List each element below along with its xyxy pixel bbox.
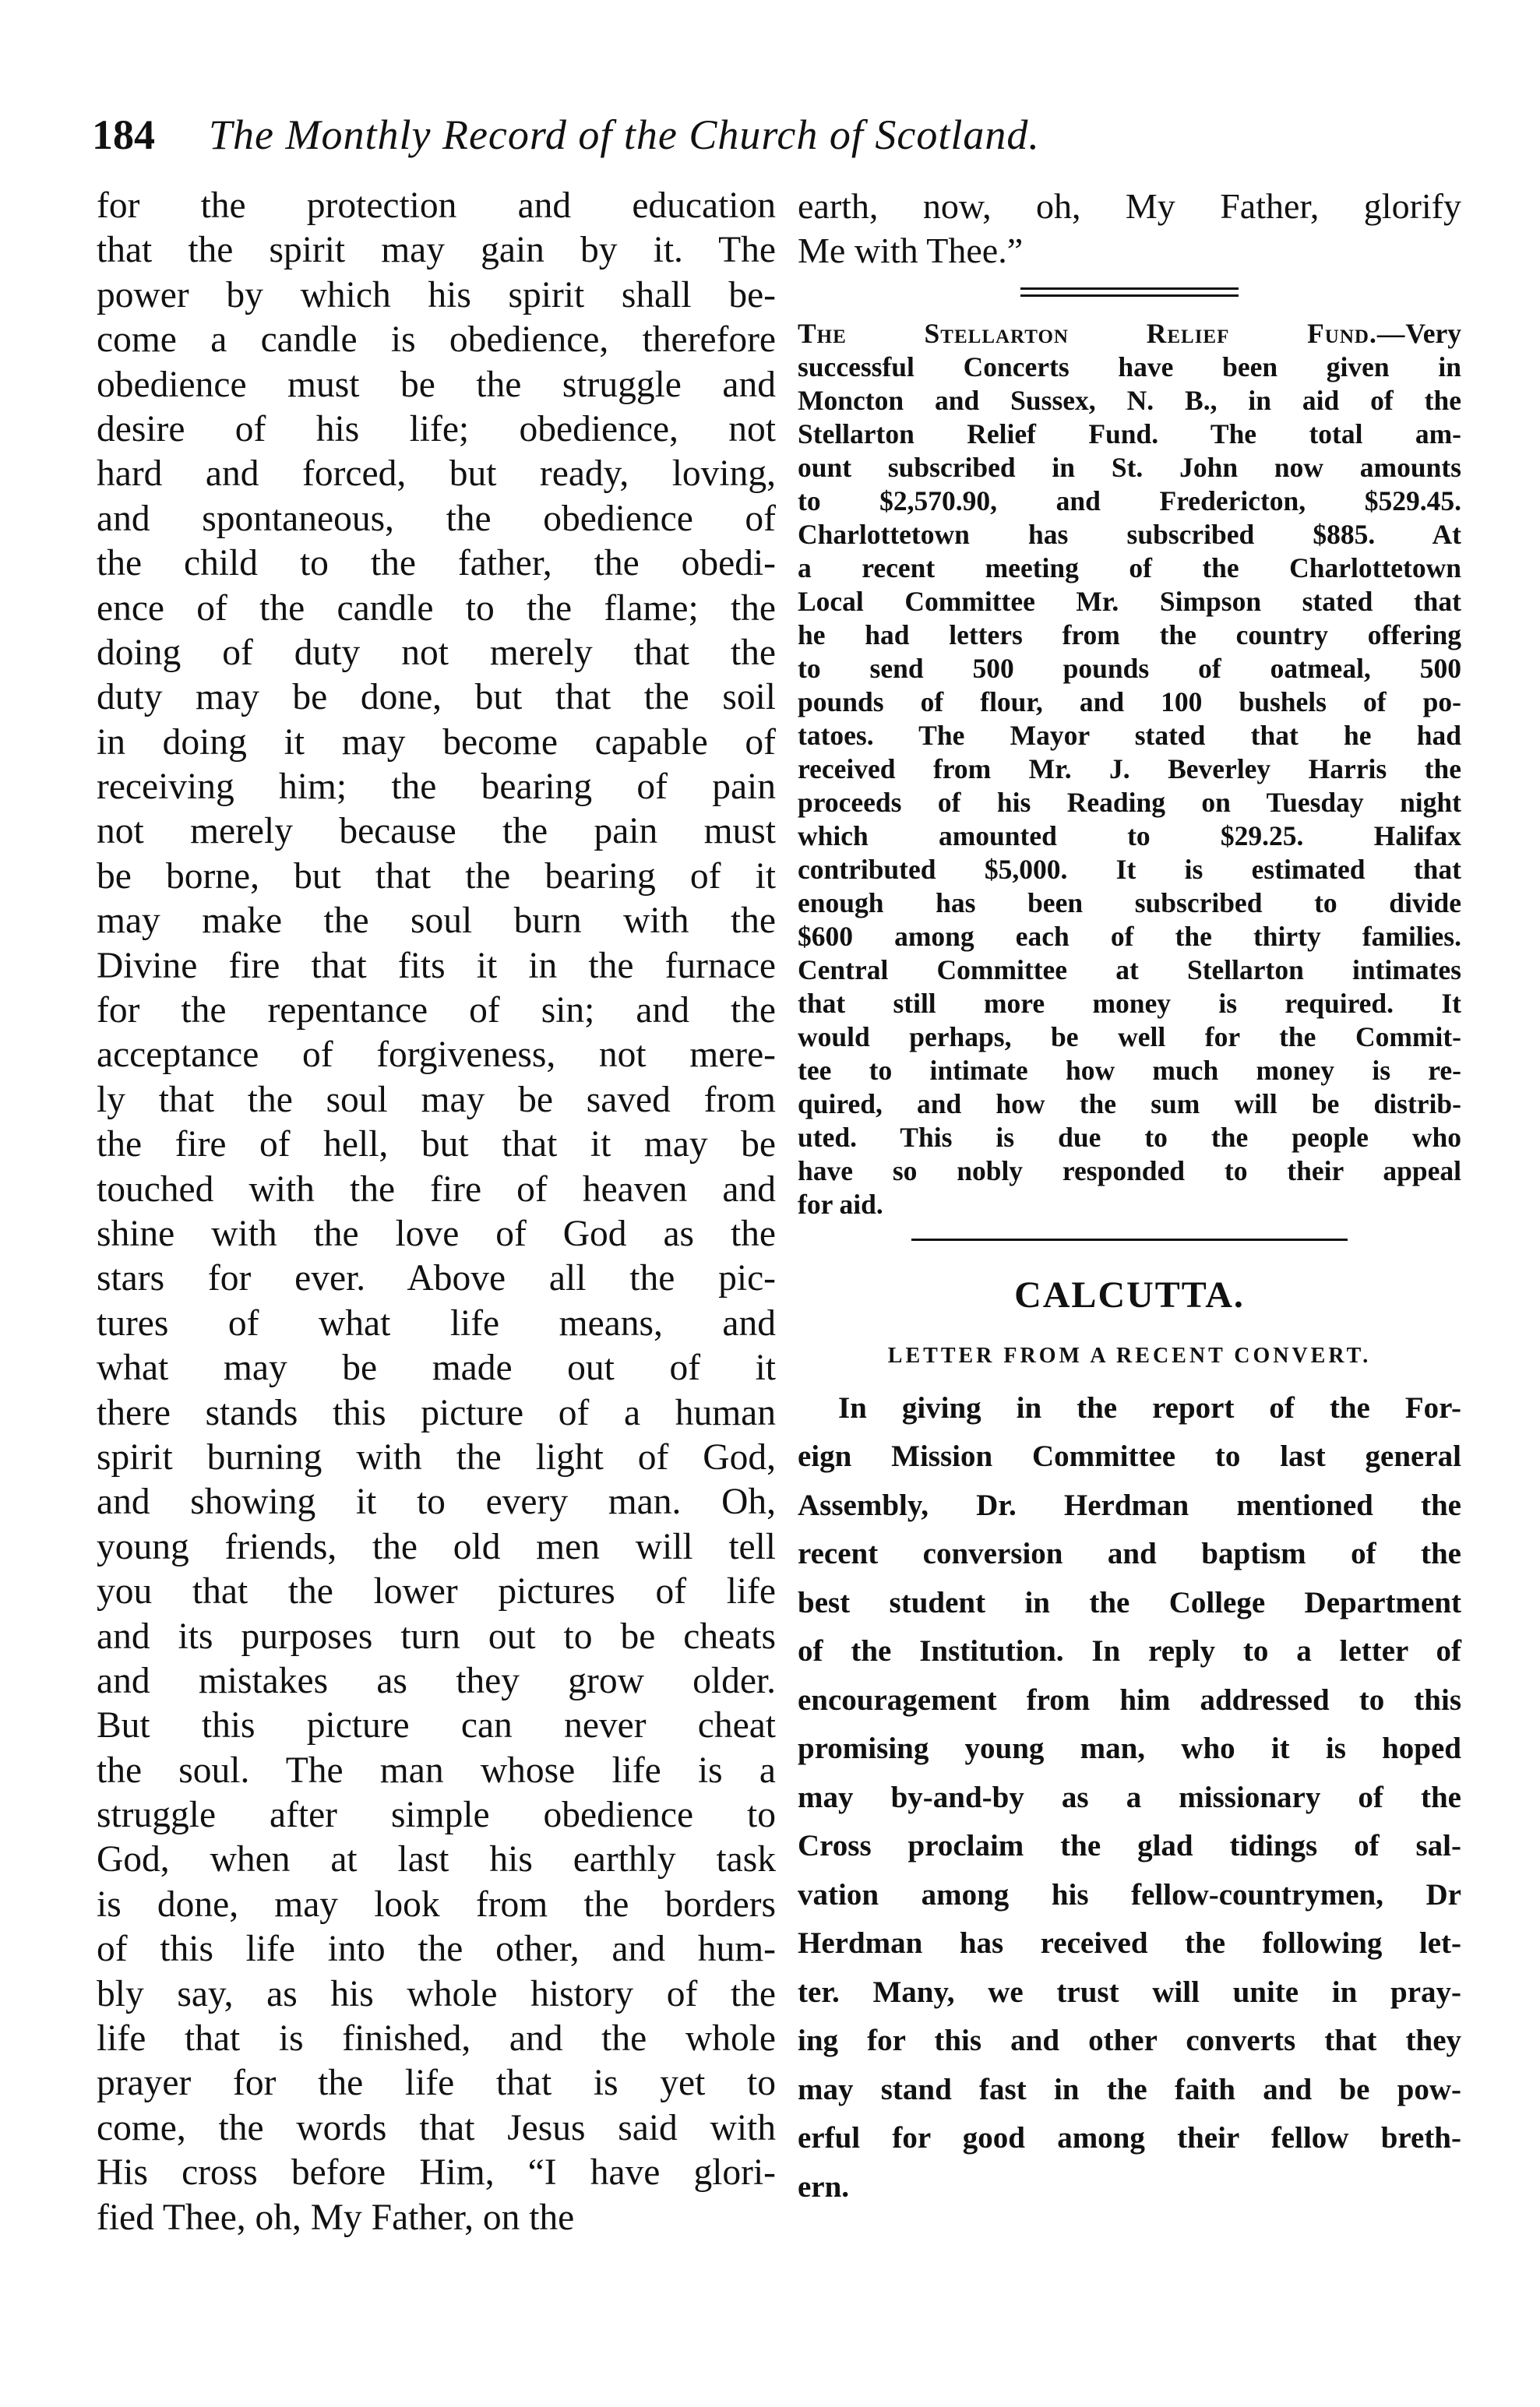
letter-line: ing for this and other converts that they <box>798 2024 1461 2058</box>
letter-line: of the Institution. In reply to a letter of <box>798 1634 1461 1669</box>
text-line: struggle after simple obedience to <box>97 1795 776 1836</box>
notice-line: successful Concerts have been given in <box>798 351 1461 382</box>
notice-line: received from Mr. J. Beverley Harris the <box>798 752 1461 784</box>
text-line: receiving him; the bearing of pain <box>97 767 776 808</box>
text-line: desire of his life; obedience, not <box>97 408 776 449</box>
text-line: touched with the fire of heaven and <box>97 1168 776 1210</box>
letter-line: In giving in the report of the For- <box>838 1390 1461 1425</box>
text-line: the child to the father, the obedi- <box>97 543 776 584</box>
letter-line: ter. Many, we trust will unite in pray- <box>798 1975 1461 2009</box>
text-line: life that is finished, and the whole <box>97 2018 776 2060</box>
notice-line: Central Committee at Stellarton intimates <box>798 953 1461 985</box>
letter-line: erful for good among their fellow breth- <box>798 2121 1461 2155</box>
text-line: in doing it may become capable of <box>97 721 776 763</box>
text-line: there stands this picture of a human <box>97 1392 776 1433</box>
notice-line: enough has been subscribed to divide <box>798 886 1461 918</box>
running-head <box>92 107 1276 162</box>
letter-line: may stand fast in the faith and be pow- <box>798 2072 1461 2106</box>
continued-text <box>798 184 1461 273</box>
page-number: 184 <box>92 111 155 158</box>
text-line: acceptance of forgiveness, not mere- <box>97 1034 776 1076</box>
letter-line: recent conversion and baptism of the <box>798 1537 1461 1571</box>
text-line: come a candle is obedience, therefore <box>97 319 776 361</box>
letter-line: Herdman has received the following let- <box>798 1926 1461 1961</box>
notice-line: ount subscribed in St. John now amounts <box>798 451 1461 483</box>
letter-line: eign Mission Committee to last general <box>798 1440 1461 1474</box>
text-line: of this life into the other, and hum- <box>97 1929 776 1970</box>
text-line: power by which his spirit shall be- <box>97 274 776 315</box>
letter-line: promising young man, who it is hoped <box>798 1732 1461 1766</box>
text-line: what may be made out of it <box>97 1348 776 1389</box>
letter-line: ern. <box>798 2169 850 2204</box>
notice-heading: The Stellarton Relief Fund.— <box>798 317 1406 349</box>
journal-title: The Monthly Record of the Church of Scotland. <box>209 111 1040 158</box>
letter-line: best student in the College Department <box>798 1585 1461 1619</box>
notice-line: contributed $5,000. It is estimated that <box>798 853 1461 885</box>
notice-line: Stellarton Relief Fund. The total am- <box>798 418 1461 449</box>
text-line: prayer for the life that is yet to <box>97 2063 776 2104</box>
notice-line: a recent meeting of the Charlottetown <box>798 552 1461 583</box>
text-line: His cross before Him, “I have glori- <box>97 2152 776 2194</box>
section-title: CALCUTTA. <box>1014 1274 1245 1316</box>
text-line: for the repentance of sin; and the <box>97 990 776 1031</box>
text-line: the fire of hell, but that it may be <box>97 1124 776 1165</box>
letter-intro <box>798 1384 1461 2212</box>
section-divider <box>911 1239 1348 1241</box>
notice-line: Local Committee Mr. Simpson stated that <box>798 585 1461 617</box>
letter-line: Assembly, Dr. Herdman mentioned the <box>798 1488 1461 1522</box>
notice-line: Moncton and Sussex, N. B., in aid of the <box>798 384 1461 416</box>
notice-line: he had letters from the country offering <box>798 618 1461 650</box>
text-line: may make the soul burn with the <box>97 900 776 942</box>
double-rule-divider <box>1020 287 1239 297</box>
letter-line: may by-and-by as a missionary of the <box>798 1780 1461 1814</box>
notice-line: proceeds of his Reading on Tuesday night <box>798 786 1461 818</box>
text-line: But this picture can never cheat <box>97 1705 776 1746</box>
notice-line: which amounted to $29.25. Halifax <box>798 819 1461 851</box>
section-subtitle: LETTER FROM A RECENT CONVERT. <box>887 1343 1372 1368</box>
text-line: shine with the love of God as the <box>97 1213 776 1254</box>
notice-line: Charlottetown has subscribed $885. At <box>798 518 1461 550</box>
notice-line: $600 among each of the thirty families. <box>798 920 1461 952</box>
notice-line: that still more money is required. It <box>798 987 1461 1019</box>
right-column <box>798 184 1461 2211</box>
text-line: spirit burning with the light of God, <box>97 1436 776 1478</box>
notice-line: uted. This is due to the people who <box>798 1121 1461 1153</box>
text-line: hard and forced, but ready, loving, <box>97 453 776 495</box>
text-line: earth, now, oh, My Father, glorify <box>798 186 1461 226</box>
text-line: bly say, as his whole history of the <box>97 1973 776 2014</box>
letter-line: Cross proclaim the glad tidings of sal- <box>798 1829 1461 1863</box>
notice-line: pounds of flour, and 100 bushels of po- <box>798 685 1461 717</box>
text-line: be borne, but that the bearing of it <box>97 855 776 897</box>
text-line: tures of what life means, and <box>97 1302 776 1344</box>
text-line: ence of the candle to the flame; the <box>97 587 776 629</box>
notice-line: to send 500 pounds of oatmeal, 500 <box>798 652 1461 684</box>
text-line: that the spirit may gain by it. The <box>97 230 776 271</box>
text-line: come, the words that Jesus said with <box>97 2107 776 2148</box>
text-line: not merely because the pain must <box>97 811 776 852</box>
letter-line: encouragement from him addressed to this <box>798 1683 1461 1717</box>
notice-line: to $2,570.90, and Fredericton, $529.45. <box>798 485 1461 516</box>
text-line: Divine fire that fits it in the furnace <box>97 945 776 986</box>
text-line: and its purposes turn out to be cheats <box>97 1616 776 1657</box>
text-line: fied Thee, oh, My Father, on the <box>97 2197 575 2238</box>
text-line: young friends, the old men will tell <box>97 1526 776 1567</box>
text-line: the soul. The man whose life is a <box>97 1750 776 1791</box>
text-line: doing of duty not merely that the <box>97 632 776 673</box>
notice-line: quired, and how the sum will be distrib- <box>798 1087 1461 1119</box>
text-line: obedience must be the struggle and <box>97 364 776 405</box>
notice-line: tatoes. The Mayor stated that he had <box>798 719 1461 751</box>
text-line: and mistakes as they grow older. <box>97 1660 776 1701</box>
text-line: is done, may look from the borders <box>97 1884 776 1925</box>
text-line: and spontaneous, the obedience of <box>97 498 776 539</box>
letter-line: vation among his fellow-countrymen, Dr <box>798 1877 1461 1912</box>
text-line: and showing it to every man. Oh, <box>97 1482 776 1523</box>
left-column <box>97 184 776 2240</box>
text-line: stars for ever. Above all the pic- <box>97 1258 776 1299</box>
notice-text: Very <box>1405 317 1461 349</box>
notice-line: have so nobly responded to their appeal <box>798 1154 1461 1186</box>
text-line: for the protection and education <box>97 185 776 226</box>
text-line: duty may be done, but that the soil <box>97 677 776 718</box>
text-line: Me with Thee.” <box>798 231 1024 271</box>
text-line: God, when at last his earthly task <box>97 1839 776 1880</box>
stellarton-relief-notice <box>798 317 1461 1221</box>
notice-line: would perhaps, be well for the Commit- <box>798 1020 1461 1052</box>
text-line: you that the lower pictures of life <box>97 1571 776 1612</box>
notice-line: for aid. <box>798 1188 883 1220</box>
notice-line <box>798 317 1461 351</box>
text-line: ly that the soul may be saved from <box>97 1079 776 1120</box>
notice-line: tee to intimate how much money is re- <box>798 1054 1461 1086</box>
